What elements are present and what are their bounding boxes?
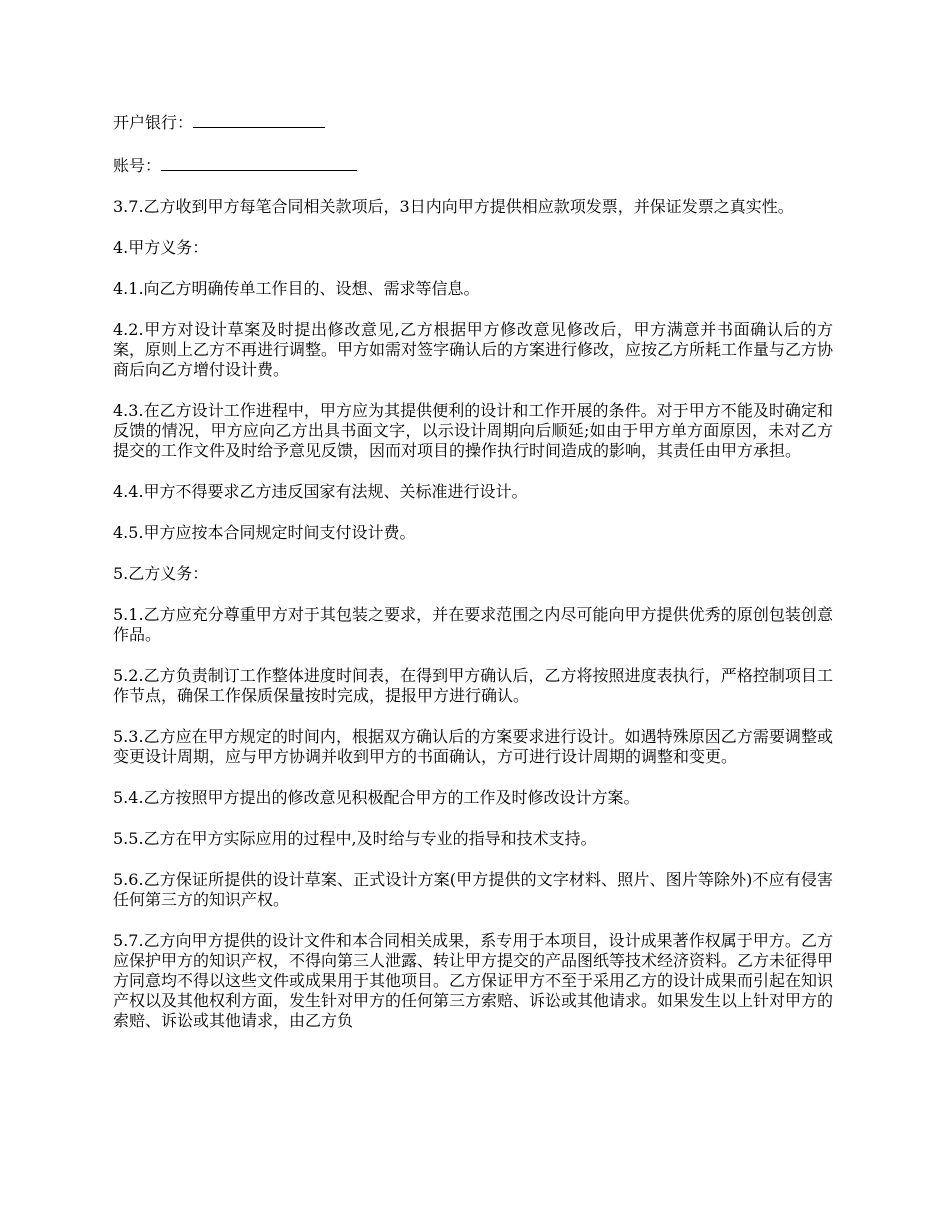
account-field [113, 154, 833, 176]
bank-field [113, 111, 833, 133]
clause-5-4: 5.4.乙方按照甲方提出的修改意见积极配合甲方的工作及时修改设计方案。 [113, 788, 640, 807]
clause-5-2: 5.2.乙方负责制订工作整体进度时间表，在得到甲方确认后，乙方将按照进度表执行，严格控制项目工作节点，确保工作保质保量按时完成，提报甲方进行确认。 [113, 666, 833, 705]
clause-4-3: 4.3.在乙方设计工作进程中，甲方应为其提供便利的设计和工作开展的条件。对于甲方不能及时确定和反馈的情况，甲方应向乙方出具书面文字，以示设计周期向后顺延;如由于甲方单方面原因，未对乙方提交的工作文件及时给予意见反馈，因而对项目的操作执行时间造成的影响，其责任由甲方承担。 [113, 401, 833, 460]
clause-3-7: 3.7.乙方收到甲方每笔合同相关款项后，3日内向甲方提供相应款项发票，并保证发票之真实性。 [113, 197, 794, 216]
account-blank-line [161, 154, 357, 171]
bank-label: 开户银行： [113, 113, 194, 132]
clause-5-1: 5.1.乙方应充分尊重甲方对于其包装之要求，并在要求范围之内尽可能向甲方提供优秀的原创包装创意作品。 [113, 605, 833, 644]
clause-5-5: 5.5.乙方在甲方实际应用的过程中,及时给与专业的指导和技术支持。 [113, 829, 597, 848]
clause-5-6: 5.6.乙方保证所提供的设计草案、正式设计方案(甲方提供的文字材料、照片、图片等除外)不应有侵害任何第三方的知识产权。 [113, 870, 833, 909]
section-4-heading: 4.甲方义务： [113, 238, 209, 257]
section-5-heading: 5.乙方义务： [113, 564, 209, 583]
document-page [113, 111, 833, 1052]
clause-4-5: 4.5.甲方应按本合同规定时间支付设计费。 [113, 523, 416, 542]
clause-5-7: 5.7.乙方向甲方提供的设计文件和本合同相关成果，系专用于本项目，设计成果著作权属于甲方。乙方应保护甲方的知识产权，不得向第三人泄露、转让甲方提交的产品图纸等技术经济资料。乙方未征得甲方同意均不得以这些文件或成果用于其他项目。乙方保证甲方不至于采用乙方的设计成果而引起在知识产权以及其他权利方面，发生针对甲方的任何第三方索赔、诉讼或其他请求。如果发生以上针对甲方的索赔、诉讼或其他请求，由乙方负 [113, 931, 834, 1030]
account-label: 账号： [113, 156, 162, 175]
clause-4-4: 4.4.甲方不得要求乙方违反国家有法规、关标准进行设计。 [113, 482, 528, 501]
clause-4-2: 4.2.甲方对设计草案及时提出修改意见,乙方根据甲方修改意见修改后，甲方满意并书面确认后的方案，原则上乙方不再进行调整。甲方如需对签字确认后的方案进行修改，应按乙方所耗工作量与乙方协商后向乙方增付设计费。 [113, 320, 834, 379]
clause-5-3: 5.3.乙方应在甲方规定的时间内，根据双方确认后的方案要求进行设计。如遇特殊原因乙方需要调整或变更设计周期，应与甲方协调并收到甲方的书面确认，方可进行设计周期的调整和变更。 [113, 727, 833, 766]
clause-4-1: 4.1.向乙方明确传单工作目的、设想、需求等信息。 [113, 279, 480, 298]
bank-blank-line [193, 111, 325, 128]
